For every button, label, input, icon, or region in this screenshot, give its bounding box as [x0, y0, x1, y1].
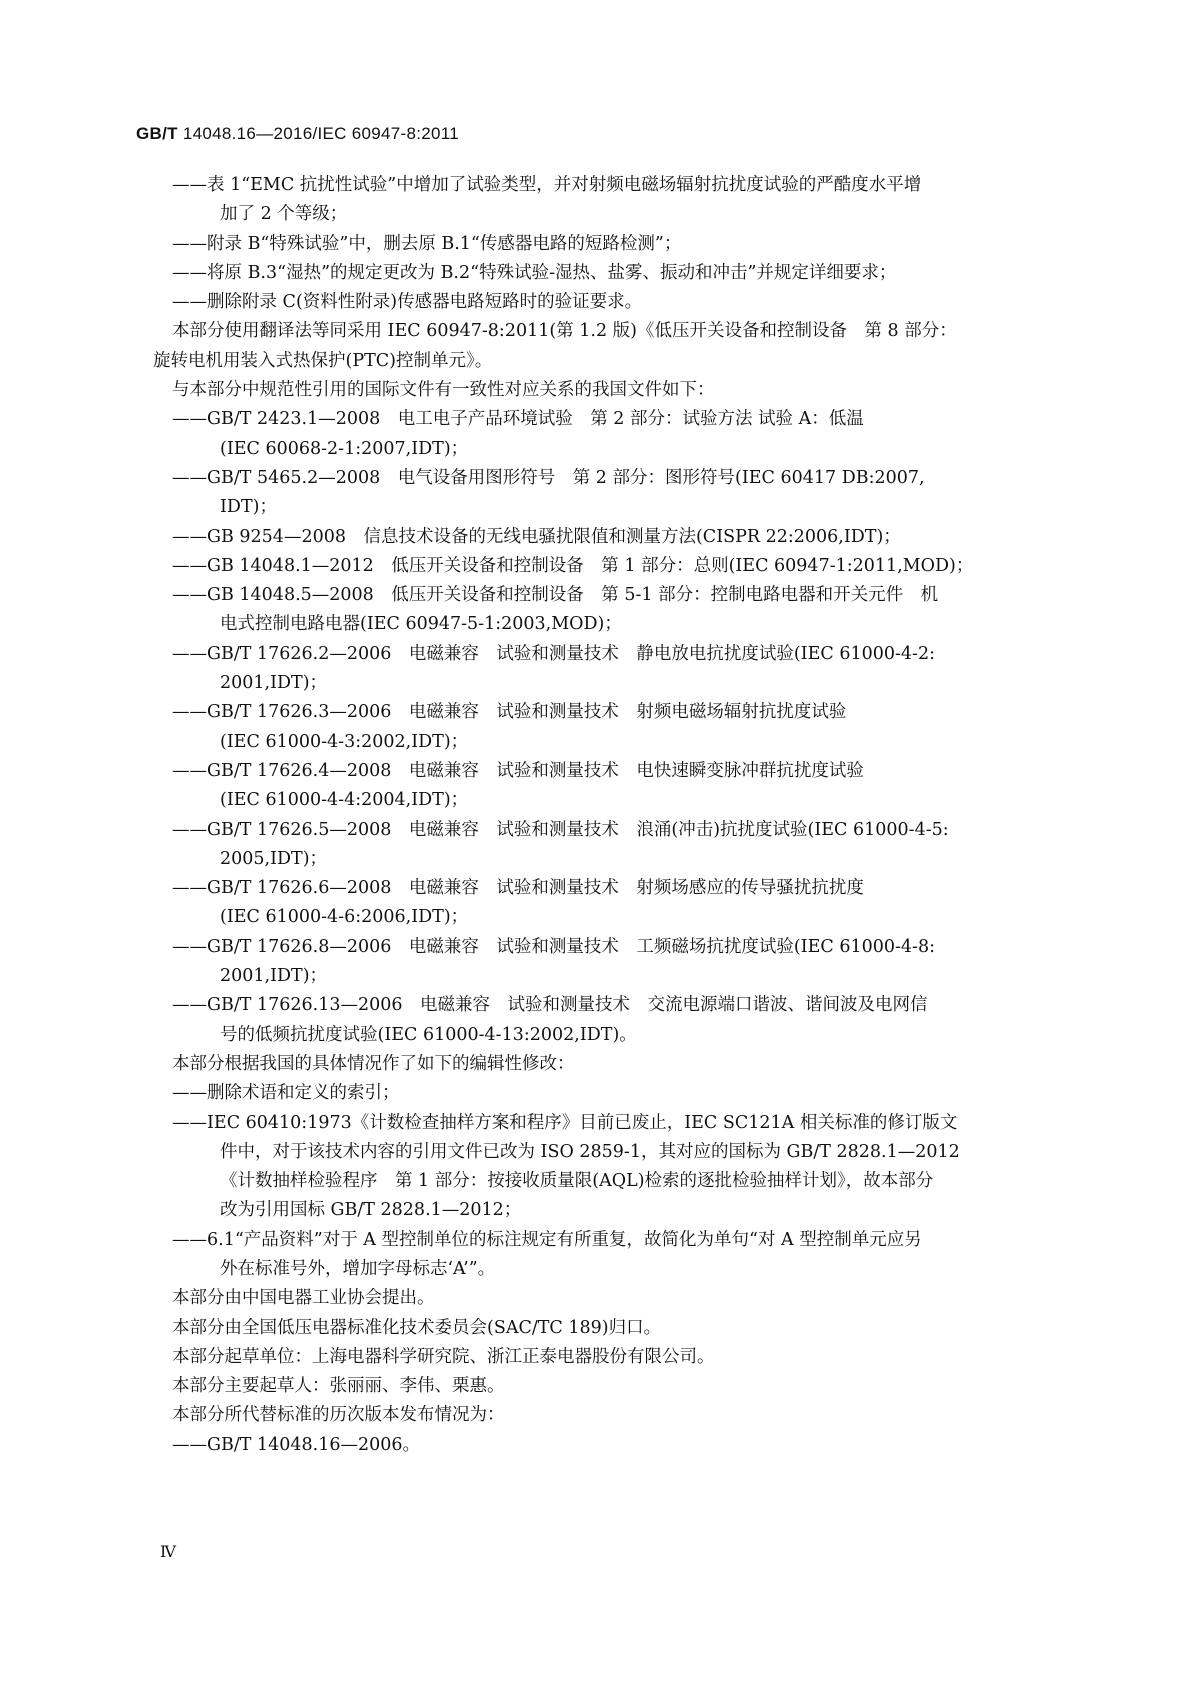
document-header — [136, 124, 459, 144]
continuation-line: 加了 2 个等级； — [220, 204, 348, 225]
page-number: Ⅳ — [160, 1542, 176, 1561]
paragraph-line: 本部分主要起草人：张丽丽、李伟、栗惠。 — [172, 1376, 505, 1397]
paragraph-line: 本部分使用翻译法等同采用 IEC 60947-8:2011(第 1.2 版)《低压开关设备和控制设备 第 8 部分： — [172, 321, 957, 342]
document-body — [153, 171, 1052, 1460]
list-item: ——GB/T 17626.5—2008 电磁兼容 试验和测量技术 浪涌(冲击)抗扰度试验(IEC 61000-4-5: — [172, 819, 949, 840]
list-item: ——GB/T 17626.3—2006 电磁兼容 试验和测量技术 射频电磁场辐射抗扰度试验 — [172, 702, 847, 723]
list-item: ——GB/T 17626.2—2006 电磁兼容 试验和测量技术 静电放电抗扰度试验(IEC 61000-4-2: — [172, 643, 935, 664]
list-item: ——删除附录 C(资料性附录)传感器电路短路时的验证要求。 — [172, 292, 643, 313]
list-item: ——6.1“产品资料”对于 A 型控制单位的标注规定有所重复，故简化为单句“对 A 型控制单元应另 — [172, 1229, 922, 1250]
list-item: ——GB/T 14048.16—2006。 — [172, 1434, 421, 1455]
list-item: ——附录 B“特殊试验”中，删去原 B.1“传感器电路的短路检测”； — [172, 233, 682, 254]
list-item: ——GB/T 2423.1—2008 电工电子产品环境试验 第 2 部分：试验方法 试验 A：低温 — [172, 409, 864, 430]
continuation-line: 2001,IDT)； — [220, 673, 328, 694]
list-item: ——GB/T 17626.6—2008 电磁兼容 试验和测量技术 射频场感应的传导骚扰抗扰度 — [172, 878, 864, 899]
list-item: ——GB/T 17626.4—2008 电磁兼容 试验和测量技术 电快速瞬变脉冲群抗扰度试验 — [172, 760, 864, 781]
continuation-line: 2005,IDT)； — [220, 848, 328, 869]
paragraph-line: 本部分由中国电器工业协会提出。 — [172, 1288, 435, 1309]
continuation-line: 号的低频抗扰度试验(IEC 61000-4-13:2002,IDT)。 — [220, 1024, 637, 1045]
standard-prefix: GB/T — [136, 124, 178, 143]
list-item: ——GB/T 5465.2—2008 电气设备用图形符号 第 2 部分：图形符号(IEC 60417 DB:2007, — [172, 467, 925, 488]
paragraph-line: 本部分根据我国的具体情况作了如下的编辑性修改： — [172, 1053, 575, 1074]
list-item: ——将原 B.3“湿热”的规定更改为 B.2“特殊试验-湿热、盐雾、振动和冲击”并规定详细要求； — [172, 262, 897, 283]
list-item: ——删除术语和定义的索引； — [172, 1083, 400, 1104]
continuation-line: (IEC 61000-4-6:2006,IDT)； — [220, 907, 469, 928]
continuation-line: 外在标准号外，增加字母标志‘A’”。 — [220, 1258, 496, 1279]
paragraph-line: 本部分起草单位：上海电器科学研究院、浙江正泰电器股份有限公司。 — [172, 1346, 715, 1367]
list-item: ——GB/T 17626.8—2006 电磁兼容 试验和测量技术 工频磁场抗扰度试验(IEC 61000-4-8: — [172, 936, 935, 957]
continuation-line: 件中，对于该技术内容的引用文件已改为 ISO 2859-1，其对应的国标为 GB/T 2828.1—2012 — [220, 1141, 960, 1162]
continuation-line: IDT)； — [220, 497, 277, 518]
paragraph-line: 本部分由全国低压电器标准化技术委员会(SAC/TC 189)归口。 — [172, 1317, 662, 1338]
continuation-line: (IEC 61000-4-4:2004,IDT)； — [220, 790, 469, 811]
paragraph-line: 本部分所代替标准的历次版本发布情况为： — [172, 1405, 505, 1426]
continuation-line: 电式控制电路电器(IEC 60947-5-1:2003,MOD)； — [220, 614, 622, 635]
list-item: ——GB/T 17626.13—2006 电磁兼容 试验和测量技术 交流电源端口谐波、谐间波及电网信 — [172, 995, 928, 1016]
standard-number: 14048.16—2016/IEC 60947-8:2011 — [177, 124, 460, 143]
continuation-line: 改为引用国标 GB/T 2828.1—2012； — [220, 1200, 522, 1221]
list-item: ——GB 9254—2008 信息技术设备的无线电骚扰限值和测量方法(CISPR 22:2006,IDT)； — [172, 526, 901, 547]
continuation-line: 《计数抽样检验程序 第 1 部分：按接收质量限(AQL)检索的逐批检验抽样计划》，故本部分 — [220, 1171, 934, 1192]
list-item: ——IEC 60410:1973《计数检查抽样方案和程序》目前已废止，IEC SC121A 相关标准的修订版文 — [172, 1112, 958, 1133]
continuation-line: (IEC 61000-4-3:2002,IDT)； — [220, 731, 469, 752]
list-item: ——表 1“EMC 抗扰性试验”中增加了试验类型，并对射频电磁场辐射抗扰度试验的严酷度水平增 — [172, 175, 922, 195]
continuation-line: 旋转电机用装入式热保护(PTC)控制单元》。 — [153, 350, 493, 371]
continuation-line: (IEC 60068-2-1:2007,IDT)； — [220, 438, 469, 459]
paragraph-line: 与本部分中规范性引用的国际文件有一致性对应关系的我国文件如下： — [172, 380, 715, 401]
continuation-line: 2001,IDT)； — [220, 966, 328, 987]
list-item: ——GB 14048.1—2012 低压开关设备和控制设备 第 1 部分：总则(IEC 60947-1:2011,MOD)； — [172, 555, 974, 576]
list-item: ——GB 14048.5—2008 低压开关设备和控制设备 第 5-1 部分：控制电路电器和开关元件 机 — [172, 585, 939, 606]
